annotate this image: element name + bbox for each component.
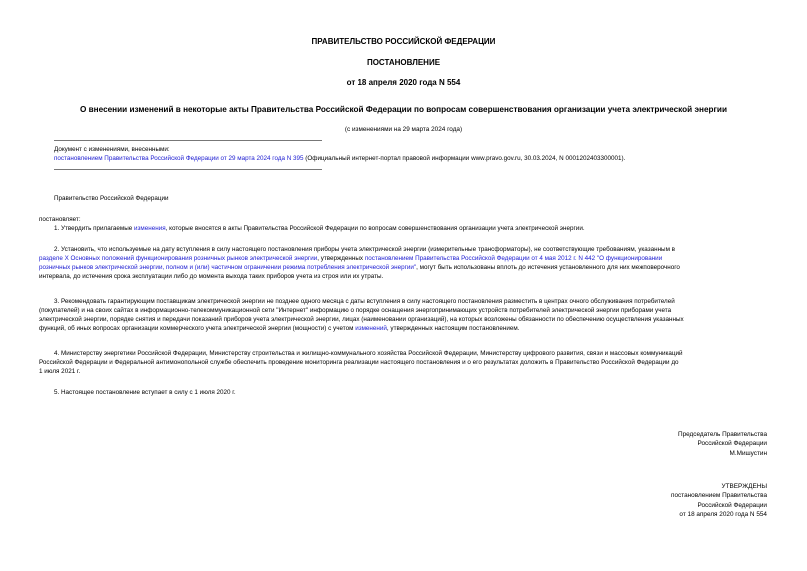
p1-text-b: , которые вносятся в акты Правительства Российской Федерации по вопросам совершенствования организации учета электрической энергии. (165, 225, 585, 232)
approved-country: Российской Федерации (697, 501, 767, 509)
p2-section-link[interactable]: разделе X Основных положений функционирования розничных рынков электрической энергии (39, 255, 318, 262)
document-type: ПОСТАНОВЛЕНИЕ (366, 58, 441, 67)
changes-top-divider (54, 140, 322, 141)
p3-changes-link[interactable]: изменений (355, 325, 387, 332)
signature-country: Российской Федерации (697, 440, 767, 448)
p3-line-1: 3. Рекомендовать гарантирующим поставщикам электрической энергии не позднее одного месяца с даты вступления в силу настоящего постановления разместить в центрах очного обслуживания потребителей (54, 298, 675, 305)
p2-line-3-rest: , могут быть использованы вплоть до истечения установленного для них межповерочного (416, 264, 680, 271)
approved-heading: УТВЕРЖДЕНЫ (721, 483, 767, 490)
changes-bottom-divider (54, 169, 322, 170)
p4-line-1: 4. Министерству энергетики Российской Федерации, Министерству строительства и жилищно-коммунального хозяйства Российской Федерации, Министерству цифрового развития, связи и массовых коммуникаций (54, 350, 683, 357)
signature-block (678, 430, 767, 458)
p3-line-4 (39, 324, 519, 333)
changes-label: Документ с изменениями, внесенными: (54, 146, 170, 153)
government-heading: ПРАВИТЕЛЬСТВО РОССИЙСКОЙ ФЕДЕРАЦИИ (311, 37, 496, 46)
document-title: О внесении изменений в некоторые акты Правительства Российской Федерации по вопросам совершенствования организации учета электрической энергии (80, 105, 727, 114)
p2-line-1: 2. Установить, что используемые на дату вступления в силу настоящего постановления приборы учета электрической энергии (измерительные трансформаторы), не соответствующие требованиям, указанным в (54, 246, 675, 253)
approved-block (671, 482, 767, 519)
signature-name: М.Мишустин (729, 449, 767, 457)
approved-by: постановлением Правительства (671, 492, 767, 500)
p1-text-a: 1. Утвердить прилагаемые (54, 225, 134, 232)
p2-line-4: интервала, до истечения срока эксплуатации либо до момента выхода таких приборов учета из строя или их утраты. (39, 273, 384, 280)
paragraph-1 (54, 224, 585, 233)
document-date-number: от 18 апреля 2020 года N 554 (346, 78, 461, 87)
approved-date-number: от 18 апреля 2020 года N 554 (679, 510, 767, 518)
changes-reference (54, 154, 625, 163)
p4-line-2: Российской Федерации и Федеральной антимонопольной службе обеспечить проведение мониторинга реализации настоящего постановления и о его результатах доложить в Правительство Российской Федерации до (39, 359, 679, 366)
p2-mid-text: , утвержденных (317, 255, 365, 262)
p3-line-3: электрической энергии, порядке снятия и передачи показаний приборов учета электрической энергии, лицах (наименовании организаций), на которых возложены обязанности по обеспечению осуществления указанных (39, 316, 684, 323)
changes-reference-rest: (Официальный интернет-портал правовой информации www.pravo.gov.ru, 30.03.2024, N 0001202403300001). (303, 155, 626, 162)
changes-reference-link[interactable]: постановлением Правительства Российской Федерации от 29 марта 2024 года N 395 (54, 155, 304, 162)
amendment-note: (с изменениями на 29 марта 2024 года) (344, 126, 463, 133)
p2-line-3 (39, 263, 680, 272)
p2-resolution-link-cont[interactable]: розничных рынков электрической энергии, полном и (или) частичном ограничении режима потребления электрической энергии" (39, 264, 417, 271)
p1-changes-link[interactable]: изменения (134, 225, 166, 232)
signature-position: Председатель Правительства (678, 431, 767, 438)
decides-line: постановляет: (39, 216, 81, 223)
p3-line-2: (покупателей) и на своих сайтах в информационно-телекоммуникационной сети "Интернет" информацию о порядке оснащения энергопринимающих устройств потребителей электрической энергии приборами учета (39, 307, 672, 314)
p3-line-4-b: , утвержденных настоящим постановлением. (386, 325, 520, 332)
government-line: Правительство Российской Федерации (54, 195, 169, 202)
p4-line-3: 1 июля 2021 г. (39, 368, 81, 375)
p2-line-2 (39, 254, 662, 263)
p3-line-4-a: функций, об иных вопросах организации коммерческого учета электрической энергии (мощности) с учетом (39, 325, 356, 332)
p2-resolution-link[interactable]: постановлением Правительства Российской Федерации от 4 мая 2012 г. N 442 "О функционировании (364, 255, 663, 262)
paragraph-5: 5. Настоящее постановление вступает в силу с 1 июля 2020 г. (54, 389, 236, 396)
